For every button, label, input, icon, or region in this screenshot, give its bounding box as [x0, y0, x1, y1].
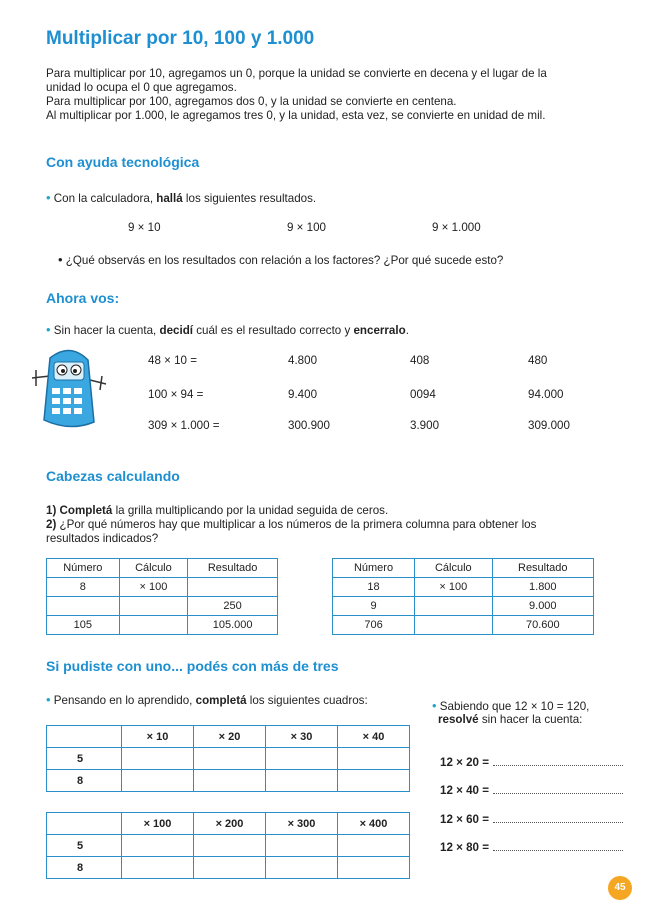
text-span: Pensando en lo aprendido,: [53, 694, 196, 707]
table-cell: × 100: [415, 578, 493, 597]
item-2-continuation: resultados indicados?: [46, 532, 159, 545]
equation-text: 12 × 20 =: [440, 756, 489, 769]
choice-operation: 48 × 10 =: [148, 354, 197, 367]
grid-table-2: [332, 558, 594, 635]
choice-option[interactable]: 300.900: [288, 419, 330, 432]
table-cell: 8: [47, 857, 122, 879]
text-span: la grilla multiplicando por la unidad seguida de ceros.: [112, 504, 389, 517]
intro-paragraph: [46, 67, 611, 123]
answer-blank[interactable]: [493, 755, 623, 766]
text-span: Completá: [59, 504, 113, 517]
table-cell-empty[interactable]: [338, 748, 410, 770]
choice-option[interactable]: 0094: [410, 388, 436, 401]
table-cell-empty[interactable]: [122, 770, 194, 792]
table-header: Resultado: [188, 559, 278, 578]
text-span: encerralo: [353, 324, 406, 337]
text-span: completá: [195, 694, 247, 707]
table-header: Número: [47, 559, 120, 578]
section-heading-tecnologica: Con ayuda tecnológica: [46, 154, 200, 170]
equation-text: 12 × 60 =: [440, 813, 489, 826]
equation-line: [440, 783, 623, 797]
table-row: [47, 597, 278, 616]
table-row: [47, 616, 278, 635]
bullet-icon: •: [58, 252, 63, 267]
page-number-badge: 45: [608, 876, 632, 900]
table-row: [333, 616, 594, 635]
equation-line: [440, 840, 623, 854]
operation: 9 × 10: [128, 221, 161, 234]
intro-line: Para multiplicar por 100, agregamos dos 0, y la unidad se convierte en centena.: [46, 95, 457, 108]
text-span: cuál es el resultado correcto y: [193, 324, 354, 337]
right-instruction-line2: [438, 713, 582, 726]
table-cell-empty[interactable]: [415, 616, 493, 635]
table-cell: 105.000: [188, 616, 278, 635]
table-header: Resultado: [492, 559, 593, 578]
grid-table-b: [46, 812, 410, 879]
bullet-icon: •: [432, 698, 437, 713]
text-span: sin hacer la cuenta:: [478, 713, 583, 726]
text-span: Con la calculadora,: [53, 192, 157, 205]
choice-option[interactable]: 309.000: [528, 419, 570, 432]
table-row: [47, 578, 278, 597]
table-cell-empty[interactable]: [122, 748, 194, 770]
table-row: [47, 835, 410, 857]
table-cell: 9: [333, 597, 415, 616]
operation: 9 × 100: [287, 221, 327, 234]
table-header: × 400: [338, 813, 410, 835]
table-cell-empty[interactable]: [266, 835, 338, 857]
table-header: × 100: [122, 813, 194, 835]
answer-blank[interactable]: [493, 812, 623, 823]
table-header-row: [47, 559, 278, 578]
text-span: Sabiendo que 12 × 10 = 120,: [439, 700, 590, 713]
table-cell-empty[interactable]: [122, 835, 194, 857]
choice-operation: 100 × 94 =: [148, 388, 204, 401]
table-row: [333, 578, 594, 597]
table-cell: 18: [333, 578, 415, 597]
question-observe: [58, 252, 503, 267]
table-header: Cálculo: [415, 559, 493, 578]
instruction-decide: [46, 322, 409, 337]
table-cell: 706: [333, 616, 415, 635]
table-cell: 70.600: [492, 616, 593, 635]
text-span: .: [405, 324, 409, 337]
table-header: [47, 813, 122, 835]
text-span: 1): [46, 504, 60, 517]
table-row: [47, 857, 410, 879]
table-cell-empty[interactable]: [338, 857, 410, 879]
choice-option[interactable]: 94.000: [528, 388, 564, 401]
table-row: [47, 770, 410, 792]
grid-table-1: [46, 558, 278, 635]
table-cell: 8: [47, 770, 122, 792]
text-span: Sin hacer la cuenta,: [53, 324, 160, 337]
table-cell-empty[interactable]: [188, 578, 278, 597]
choice-option[interactable]: 480: [528, 354, 548, 367]
table-cell-empty[interactable]: [119, 597, 188, 616]
table-row: [333, 597, 594, 616]
bullet-icon: •: [46, 322, 51, 337]
table-header: × 20: [194, 726, 266, 748]
item-1: [46, 504, 388, 517]
section-heading-si-pudiste: Si pudiste con uno... podés con más de tres: [46, 658, 339, 674]
table-header: Cálculo: [119, 559, 188, 578]
table-cell-empty[interactable]: [266, 857, 338, 879]
table-cell-empty[interactable]: [194, 748, 266, 770]
table-cell: 5: [47, 835, 122, 857]
answer-blank[interactable]: [493, 840, 623, 851]
table-cell-empty[interactable]: [338, 835, 410, 857]
text-span: decidí: [159, 324, 194, 337]
equation-text: 12 × 40 =: [440, 784, 489, 797]
instruction-calculator: [46, 190, 316, 205]
table-cell-empty[interactable]: [194, 770, 266, 792]
page-title: Multiplicar por 10, 100 y 1.000: [46, 28, 315, 49]
calculator-mascot-icon: [30, 340, 110, 432]
table-cell: 8: [47, 578, 120, 597]
table-cell-empty[interactable]: [338, 770, 410, 792]
choice-option[interactable]: 3.900: [410, 419, 440, 432]
table-cell-empty[interactable]: [266, 748, 338, 770]
intro-line: unidad lo ocupa el 0 que agregamos.: [46, 81, 237, 94]
item-2: [46, 518, 536, 531]
table-cell: 250: [188, 597, 278, 616]
table-cell-empty[interactable]: [266, 770, 338, 792]
intro-line: Para multiplicar por 10, agregamos un 0, porque la unidad se convierte en decena y el lugar de la: [46, 67, 547, 80]
table-cell-empty[interactable]: [47, 597, 120, 616]
choice-option[interactable]: 408: [410, 354, 430, 367]
table-cell: 9.000: [492, 597, 593, 616]
table-header: × 40: [338, 726, 410, 748]
table-cell-empty[interactable]: [415, 597, 493, 616]
equation-line: [440, 755, 623, 769]
table-cell: × 100: [119, 578, 188, 597]
table-header-row: [333, 559, 594, 578]
table-cell: 1.800: [492, 578, 593, 597]
right-instruction-line1: [432, 698, 589, 713]
equation-text: 12 × 80 =: [440, 841, 489, 854]
grid-table-a: [46, 725, 410, 792]
table-cell-empty[interactable]: [194, 857, 266, 879]
text-span: los siguientes resultados.: [182, 192, 317, 205]
text-span: ¿Por qué números hay que multiplicar a los números de la primera columna para obtener los: [59, 518, 537, 531]
table-header: [47, 726, 122, 748]
text-span: los siguientes cuadros:: [246, 694, 368, 707]
bullet-icon: •: [46, 190, 51, 205]
answer-blank[interactable]: [493, 783, 623, 794]
text-span: ¿Qué observás en los resultados con relación a los factores? ¿Por qué sucede esto?: [65, 254, 504, 267]
text-span: hallá: [156, 192, 183, 205]
table-cell-empty[interactable]: [194, 835, 266, 857]
table-cell-empty[interactable]: [119, 616, 188, 635]
intro-line: Al multiplicar por 1.000, le agregamos tres 0, y la unidad, esta vez, se convierte en unidad de mil.: [46, 109, 546, 122]
text-span: resolvé: [438, 713, 479, 726]
table-header: × 200: [194, 813, 266, 835]
table-header: × 30: [266, 726, 338, 748]
table-header: × 10: [122, 726, 194, 748]
instruction-complete: [46, 692, 368, 707]
section-heading-ahora-vos: Ahora vos:: [46, 290, 120, 306]
table-header: × 300: [266, 813, 338, 835]
choice-operation: 309 × 1.000 =: [148, 419, 220, 432]
table-header-row: [47, 813, 410, 835]
operation: 9 × 1.000: [432, 221, 481, 234]
table-header-row: [47, 726, 410, 748]
table-row: [47, 748, 410, 770]
equation-line: [440, 812, 623, 826]
section-heading-cabezas: Cabezas calculando: [46, 468, 180, 484]
choice-option[interactable]: 4.800: [288, 354, 318, 367]
table-cell: 105: [47, 616, 120, 635]
table-header: Número: [333, 559, 415, 578]
choice-option[interactable]: 9.400: [288, 388, 318, 401]
table-cell: 5: [47, 748, 122, 770]
table-cell-empty[interactable]: [122, 857, 194, 879]
text-span: 2): [46, 518, 60, 531]
bullet-icon: •: [46, 692, 51, 707]
